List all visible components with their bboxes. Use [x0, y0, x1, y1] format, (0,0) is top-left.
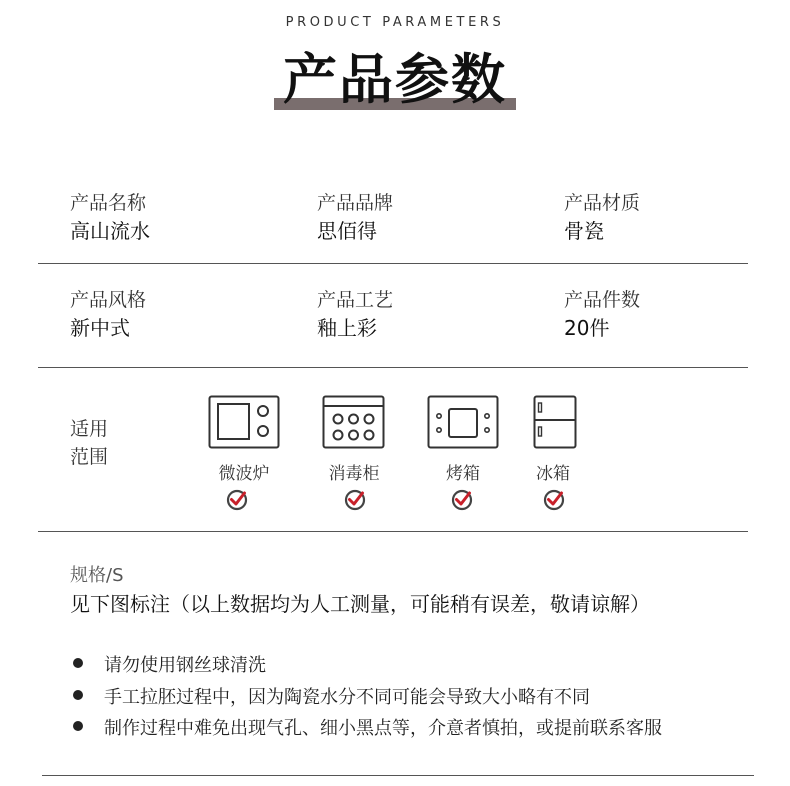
usage-label-line1: 适用	[70, 418, 109, 440]
fridge-icon	[533, 395, 577, 449]
param-label-name: 产品名称	[70, 192, 147, 214]
oven-icon	[427, 395, 499, 449]
param-value-brand: 思佰得	[317, 219, 377, 243]
divider	[38, 531, 748, 532]
param-label-material: 产品材质	[564, 192, 641, 214]
param-value-material: 骨瓷	[564, 219, 604, 243]
param-value-craft: 釉上彩	[317, 316, 377, 340]
device-label-microwave: 微波炉	[218, 464, 270, 484]
note-item: 手工拉胚过程中，因为陶瓷水分不同可能会导致大小略有不同	[104, 687, 590, 708]
divider	[38, 263, 748, 264]
device-label-fridge: 冰箱	[536, 464, 570, 484]
spec-label: 规格/S	[70, 565, 124, 586]
usage-label-line2: 范围	[70, 446, 109, 468]
param-value-count: 20件	[564, 316, 610, 340]
page-title: 产品参数	[283, 48, 507, 111]
divider	[38, 367, 748, 368]
param-label-brand: 产品品牌	[317, 192, 394, 214]
param-label-count: 产品件数	[564, 289, 641, 311]
divider	[42, 775, 754, 776]
check-icon	[226, 489, 248, 511]
check-icon	[543, 489, 565, 511]
device-label-oven: 烤箱	[446, 464, 480, 484]
param-value-style: 新中式	[70, 316, 130, 340]
device-label-sterilizer: 消毒柜	[328, 464, 380, 484]
param-label-craft: 产品工艺	[317, 289, 394, 311]
check-icon	[451, 489, 473, 511]
check-icon	[344, 489, 366, 511]
param-label-style: 产品风格	[70, 289, 147, 311]
bullet-icon	[73, 690, 83, 700]
sterilizer-icon	[322, 395, 385, 449]
param-value-name: 高山流水	[70, 219, 150, 243]
note-item: 制作过程中难免出现气孔、细小黑点等，介意者慎拍，或提前联系客服	[104, 718, 662, 739]
bullet-icon	[73, 721, 83, 731]
spec-text: 见下图标注（以上数据均为人工测量，可能稍有误差，敬请谅解）	[70, 592, 650, 616]
bullet-icon	[73, 658, 83, 668]
note-item: 请勿使用钢丝球清洗	[104, 655, 266, 676]
microwave-icon	[208, 395, 280, 449]
section-subtitle: PRODUCT PARAMETERS	[285, 15, 505, 30]
